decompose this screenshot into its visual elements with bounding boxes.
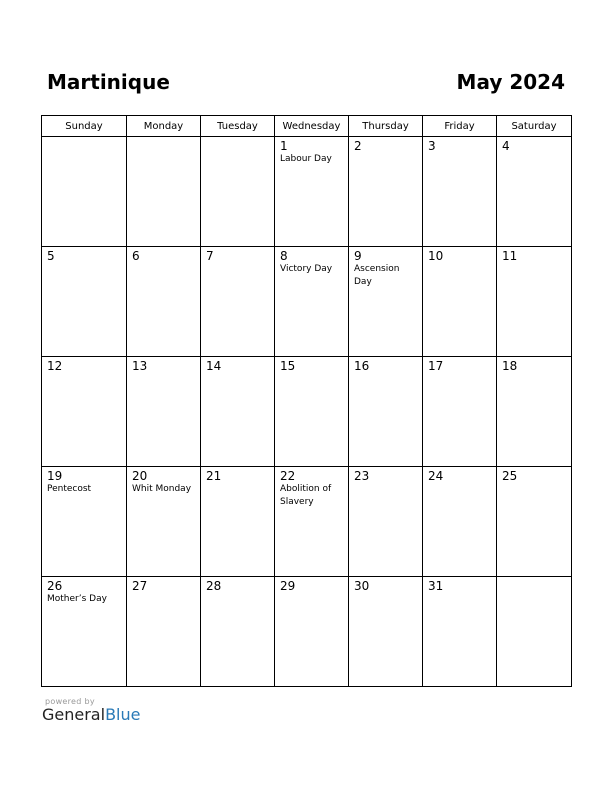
month-title: May 2024 <box>456 70 565 94</box>
weekday-wednesday: Wednesday <box>275 116 349 137</box>
day-cell <box>42 247 127 357</box>
day-number: 17 <box>428 359 444 373</box>
day-number: 12 <box>47 359 63 373</box>
footer-branding <box>42 697 140 724</box>
day-cell <box>349 577 423 687</box>
day-cell <box>497 357 572 467</box>
day-cell <box>349 137 423 247</box>
week-row <box>42 357 572 467</box>
day-cell <box>423 467 497 577</box>
day-number: 16 <box>354 359 370 373</box>
day-number: 9 <box>354 249 362 263</box>
weekday-thursday: Thursday <box>349 116 423 137</box>
week-row <box>42 577 572 687</box>
calendar-header <box>47 70 565 94</box>
weekday-monday: Monday <box>127 116 201 137</box>
holiday-label: Victory Day <box>280 264 333 274</box>
day-number: 31 <box>428 579 444 593</box>
day-cell <box>275 577 349 687</box>
day-cell <box>42 357 127 467</box>
week-row <box>42 137 572 247</box>
day-cell <box>201 577 275 687</box>
day-number: 20 <box>132 469 148 483</box>
day-cell <box>201 357 275 467</box>
day-number: 11 <box>502 249 518 263</box>
day-number: 28 <box>206 579 222 593</box>
weekday-tuesday: Tuesday <box>201 116 275 137</box>
day-number: 4 <box>502 139 510 153</box>
day-cell <box>423 577 497 687</box>
day-cell <box>127 137 201 247</box>
day-cell <box>349 357 423 467</box>
day-number: 18 <box>502 359 518 373</box>
weekday-header-row <box>42 116 572 137</box>
region-title: Martinique <box>47 70 170 94</box>
day-number: 22 <box>280 469 296 483</box>
day-number: 21 <box>206 469 222 483</box>
day-cell <box>42 137 127 247</box>
day-cell <box>275 247 349 357</box>
day-cell <box>497 247 572 357</box>
day-cell <box>423 137 497 247</box>
day-number: 3 <box>428 139 436 153</box>
day-cell <box>349 247 423 357</box>
day-number: 25 <box>502 469 518 483</box>
day-number: 19 <box>47 469 63 483</box>
weekday-sunday: Sunday <box>42 116 127 137</box>
holiday-label: Ascension Day <box>354 264 400 287</box>
day-number: 13 <box>132 359 148 373</box>
weekday-friday: Friday <box>423 116 497 137</box>
day-number: 26 <box>47 579 63 593</box>
day-number: 24 <box>428 469 444 483</box>
day-number: 2 <box>354 139 362 153</box>
day-number: 8 <box>280 249 288 263</box>
day-number <box>497 577 571 579</box>
day-cell <box>201 467 275 577</box>
brand-logo[interactable] <box>42 706 140 724</box>
day-cell <box>497 577 572 687</box>
day-cell <box>201 137 275 247</box>
brand-general: General <box>42 705 106 724</box>
holiday-label: Mother’s Day <box>47 594 107 604</box>
day-number: 1 <box>280 139 288 153</box>
holiday-label: Abolition of Slavery <box>280 484 332 507</box>
week-row <box>42 467 572 577</box>
day-number: 14 <box>206 359 222 373</box>
weekday-saturday: Saturday <box>497 116 572 137</box>
day-cell <box>275 357 349 467</box>
day-cell <box>42 577 127 687</box>
powered-by-text: powered by <box>45 697 95 706</box>
day-number <box>127 137 200 139</box>
day-number <box>201 137 274 139</box>
brand-blue: Blue <box>105 705 141 724</box>
day-cell <box>127 577 201 687</box>
holiday-label: Labour Day <box>280 154 332 164</box>
day-number: 15 <box>280 359 296 373</box>
day-cell <box>423 247 497 357</box>
day-number: 5 <box>47 249 55 263</box>
day-cell <box>275 467 349 577</box>
day-number: 29 <box>280 579 296 593</box>
day-cell <box>127 247 201 357</box>
day-cell <box>349 467 423 577</box>
day-number: 7 <box>206 249 214 263</box>
day-cell <box>127 467 201 577</box>
day-cell <box>497 467 572 577</box>
holiday-label: Pentecost <box>47 484 92 494</box>
day-cell <box>497 137 572 247</box>
calendar-grid <box>41 115 572 687</box>
week-row <box>42 247 572 357</box>
day-number: 30 <box>354 579 370 593</box>
day-cell <box>42 467 127 577</box>
day-cell <box>201 247 275 357</box>
day-cell <box>275 137 349 247</box>
day-cell <box>127 357 201 467</box>
holiday-label: Whit Monday <box>132 484 192 494</box>
day-number: 6 <box>132 249 140 263</box>
day-number: 27 <box>132 579 148 593</box>
day-number <box>42 137 126 139</box>
day-cell <box>423 357 497 467</box>
day-number: 10 <box>428 249 444 263</box>
day-number: 23 <box>354 469 370 483</box>
